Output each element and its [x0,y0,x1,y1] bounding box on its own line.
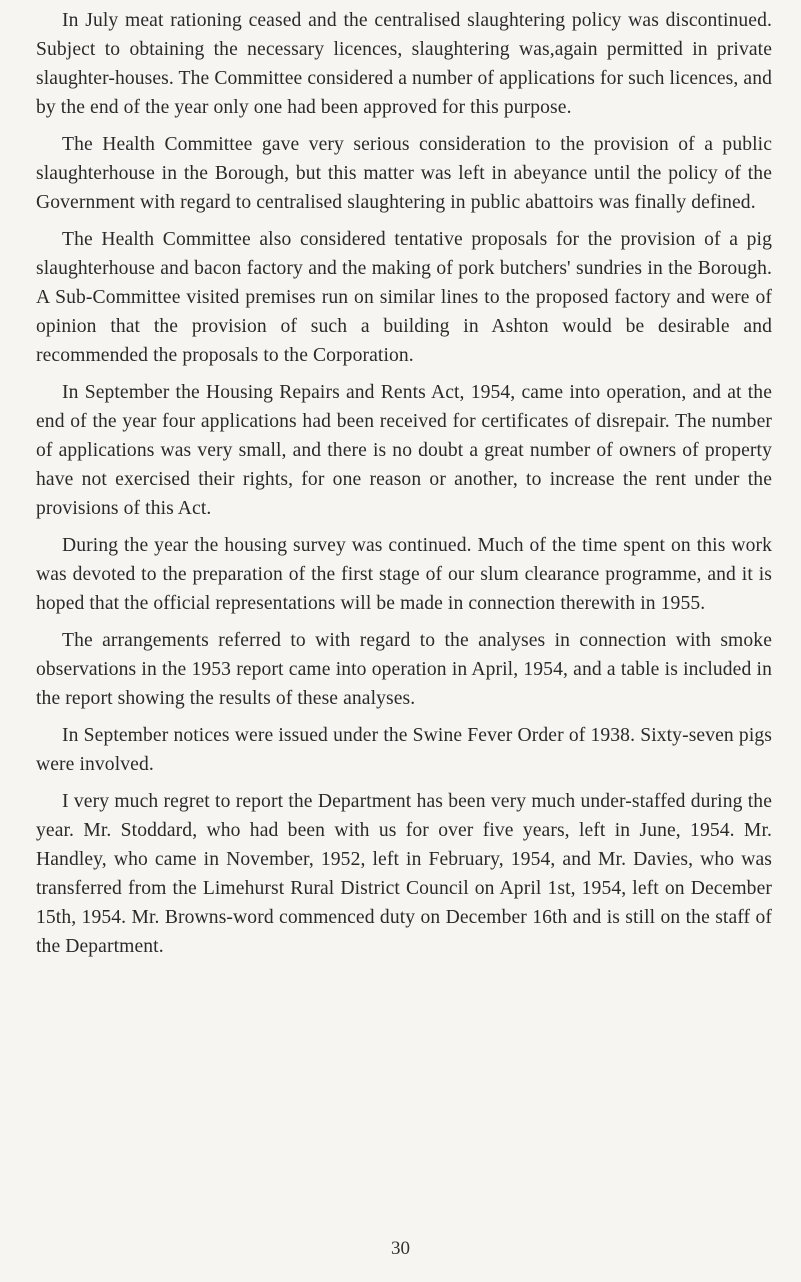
paragraph-staffing: I very much regret to report the Department has been very much under-staffed during the year. Mr. Stoddard, who had been with us for over five years, left in June, 1954. Mr. Handley, who came in November, 1952, left in February, 1954, and Mr. Davies, who was transferred from the Limehurst Rural District Council on April 1st, 1954, left on December 15th, 1954. Mr. Browns-word commenced duty on December 16th and is still on the staff of the Department. [36,791,772,957]
paragraph-swine-fever: In September notices were issued under the Swine Fever Order of 1938. Sixty-seven pigs were involved. [36,725,772,775]
paragraph-smoke-analyses: The arrangements referred to with regard to the analyses in connection with smoke observations in the 1953 report came into operation in April, 1954, and a table is included in the report showing the results of these analyses. [36,630,772,709]
paragraph-meat-rationing: In July meat rationing ceased and the centralised slaughtering policy was discontinued. Subject to obtaining the necessary licences, slaughtering was,again permitted in private slaughter-houses. The Committee considered a number of applications for such licences, and by the end of the year only one had been approved for this purpose. [36,10,772,118]
document-page [36,6,772,969]
page-number: 30 [391,1238,410,1259]
paragraph-public-slaughterhouse: The Health Committee gave very serious consideration to the provision of a public slaughterhouse in the Borough, but this matter was left in abeyance until the policy of the Government with regard to centralised slaughtering in public abattoirs was finally defined. [36,134,772,213]
paragraph-pig-slaughterhouse: The Health Committee also considered tentative proposals for the provision of a pig slaughterhouse and bacon factory and the making of pork butchers' sundries in the Borough. A Sub-Committee visited premises run on similar lines to the proposed factory and were of opinion that the provision of such a building in Ashton would be desirable and recommended the proposals to the Corporation. [36,229,772,366]
paragraph-housing-survey: During the year the housing survey was continued. Much of the time spent on this work was devoted to the preparation of the first stage of our slum clearance programme, and it is hoped that the official representations will be made in connection therewith in 1955. [36,535,772,614]
paragraph-housing-repairs-act: In September the Housing Repairs and Rents Act, 1954, came into operation, and at the end of the year four applications had been received for certificates of disrepair. The number of applications was very small, and there is no doubt a great number of owners of property have not exercised their rights, for one reason or another, to increase the rent under the provisions of this Act. [36,382,772,519]
